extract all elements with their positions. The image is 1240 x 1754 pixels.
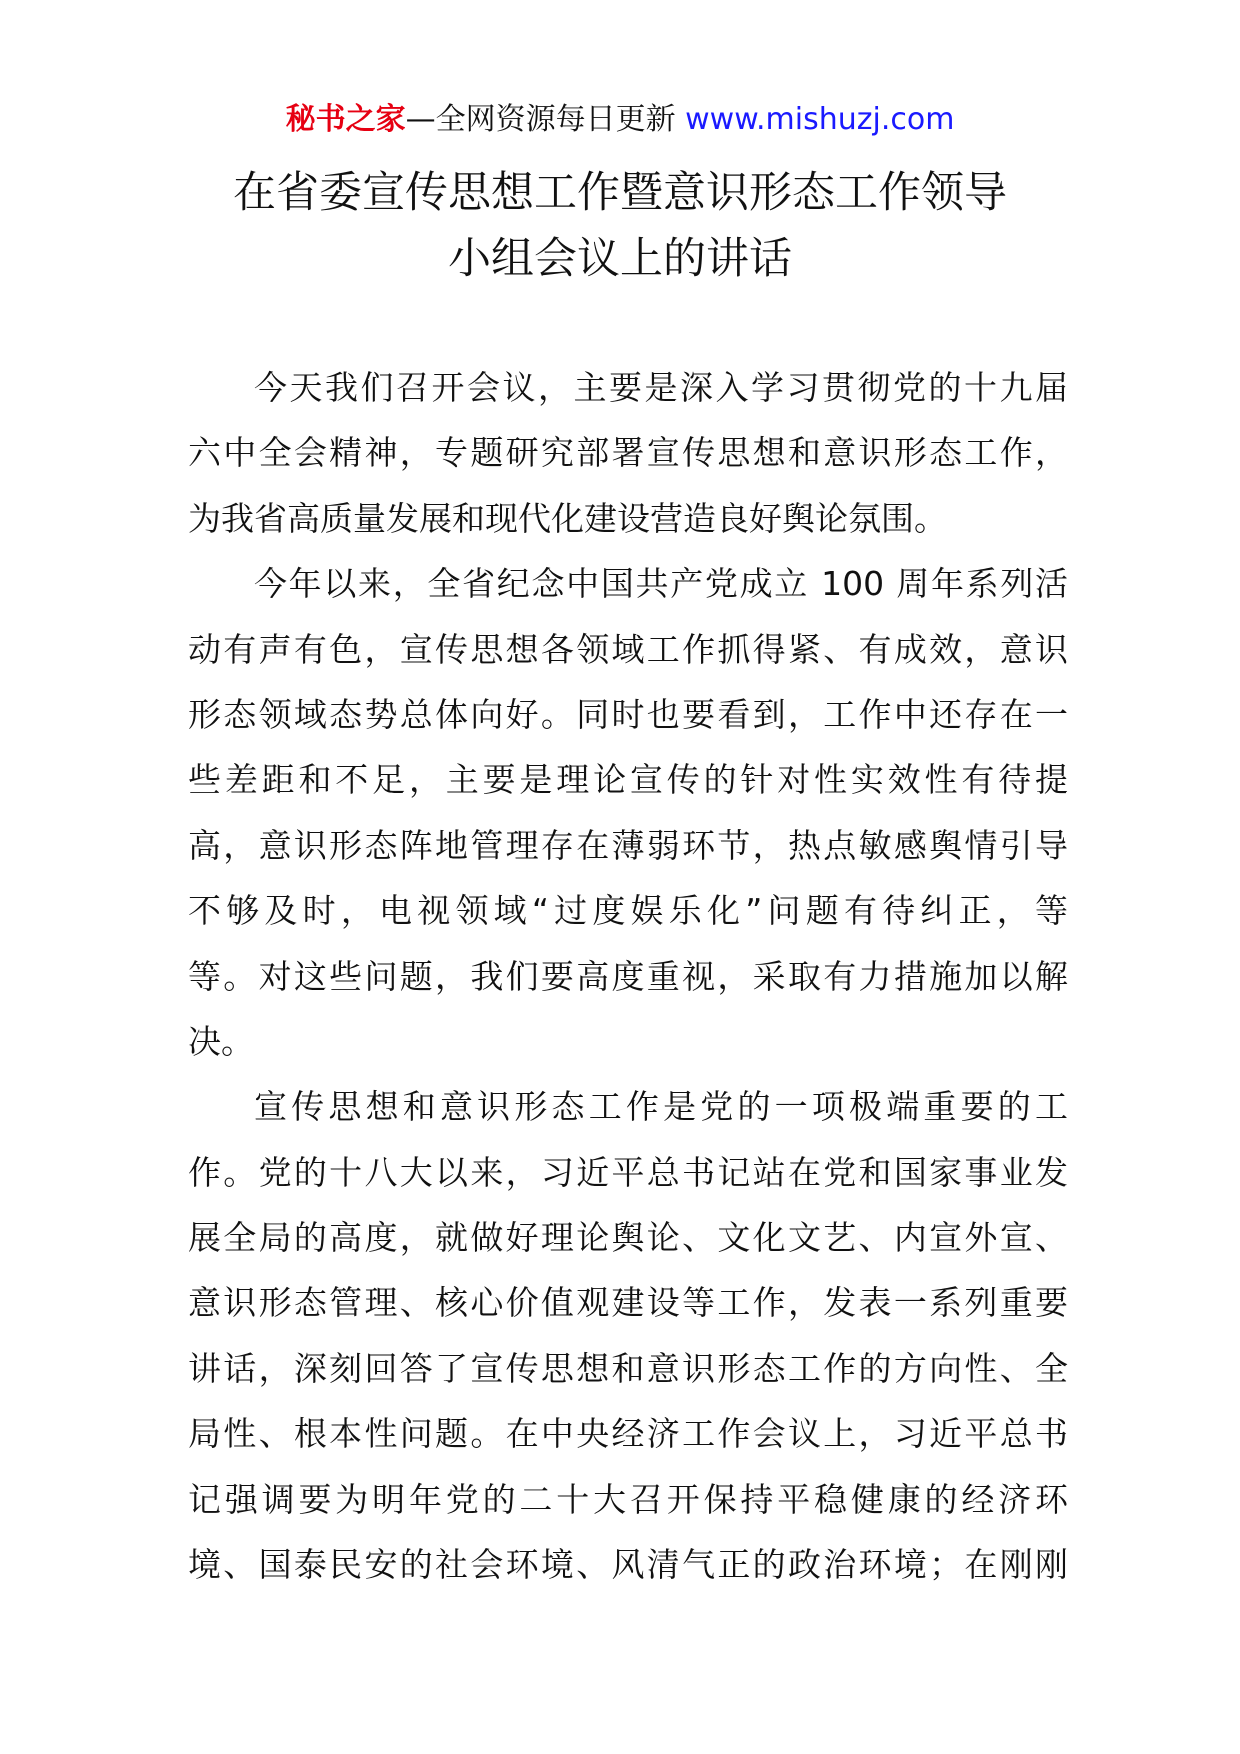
text-line: 今天我们召开会议，主要是深入学习贯彻党的十九届 bbox=[254, 368, 1068, 407]
paragraph-2 bbox=[188, 551, 1068, 1074]
paragraph-1 bbox=[188, 355, 1068, 551]
header-tagline: —全网资源每日更新 bbox=[405, 102, 686, 137]
text-line: 些差距和不足，主要是理论宣传的针对性实效性有待提 bbox=[188, 760, 1068, 800]
paragraph-3 bbox=[188, 1074, 1068, 1597]
text-line: 境、国泰民安的社会环境、风清气正的政治环境；在刚刚 bbox=[188, 1545, 1068, 1585]
text-line: 宣传思想和意识形态工作是党的一项极端重要的工 bbox=[254, 1087, 1068, 1127]
site-header-banner bbox=[0, 100, 1240, 140]
text-line: 展全局的高度，就做好理论舆论、文化文艺、内宣外宣、 bbox=[188, 1218, 1068, 1258]
text-line: 记强调要为明年党的二十大召开保持平稳健康的经济环 bbox=[188, 1479, 1068, 1519]
site-url-link[interactable]: www.mishuzj.com bbox=[685, 102, 955, 137]
text-line: 形态领域态势总体向好。同时也要看到，工作中还存在一 bbox=[188, 694, 1068, 734]
text-line: 高，意识形态阵地管理存在薄弱环节，热点敏感舆情引导 bbox=[188, 825, 1068, 865]
title-line-1: 在省委宣传思想工作暨意识形态工作领导 bbox=[233, 168, 1007, 218]
text-line: 局性、根本性问题。在中央经济工作会议上，习近平总书 bbox=[188, 1414, 1068, 1454]
text-line: 决。 bbox=[188, 1021, 254, 1061]
text-line: 等。对这些问题，我们要高度重视，采取有力措施加以解 bbox=[188, 956, 1068, 996]
text-line: 讲话，深刻回答了宣传思想和意识形态工作的方向性、全 bbox=[188, 1348, 1068, 1388]
document-title bbox=[0, 160, 1240, 292]
document-body bbox=[188, 355, 1068, 1597]
text-line: 为我省高质量发展和现代化建设营造良好舆论氛围。 bbox=[188, 498, 947, 538]
brand-name: 秘书之家 bbox=[285, 102, 406, 137]
text-line: 作。党的十八大以来，习近平总书记站在党和国家事业发 bbox=[188, 1152, 1068, 1192]
text-line: 不够及时，电视领域“过度娱乐化”问题有待纠正，等 bbox=[188, 891, 1068, 931]
text-line: 今年以来，全省纪念中国共产党成立 100 周年系列活 bbox=[254, 564, 1068, 604]
text-line: 六中全会精神，专题研究部署宣传思想和意识形态工作， bbox=[188, 433, 1068, 473]
title-line-2: 小组会议上的讲话 bbox=[448, 234, 792, 284]
text-line: 动有声有色，宣传思想各领域工作抓得紧、有成效，意识 bbox=[188, 629, 1068, 669]
text-line: 意识形态管理、核心价值观建设等工作，发表一系列重要 bbox=[188, 1283, 1068, 1323]
